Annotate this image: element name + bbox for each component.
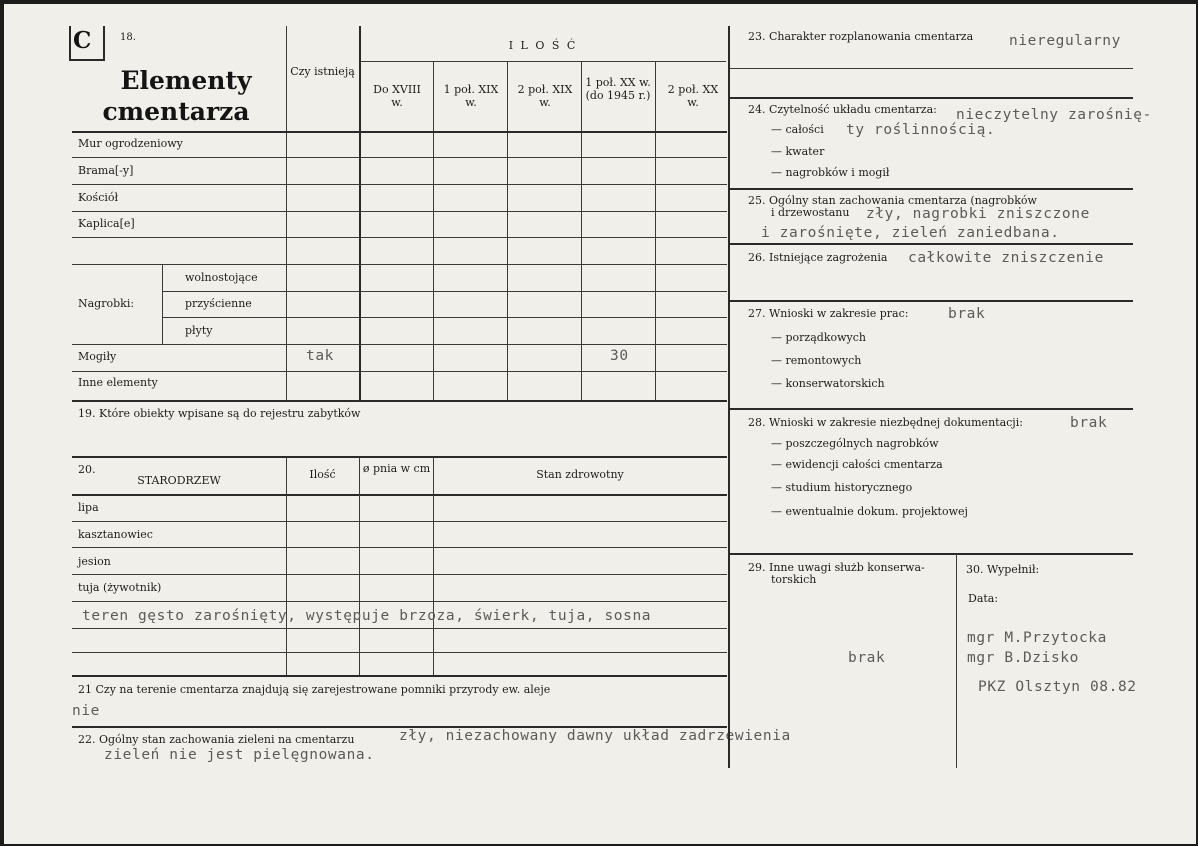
row-rule [72,211,727,212]
nagrobki-divider [162,264,163,344]
q26-label: 26. Istniejące zagrożenia [748,251,888,264]
row-rule [72,264,727,265]
tree-kasztanowiec: kasztanowiec [78,528,153,541]
row-rule [72,237,727,238]
q30-name1: mgr M.Przytocka [967,630,1107,646]
row-rule [72,184,727,185]
section-rule [730,68,1133,69]
divider [433,457,434,675]
q22-answer2: zieleń nie jest pielęgnowana. [104,747,375,763]
q25-label2: i drzewostanu [771,206,850,219]
row-rule [72,521,727,522]
q30-label: 30. Wypełnił: [966,563,1040,576]
tree-jesion: jesion [78,555,111,568]
row-rule [72,601,727,602]
col-ilosc: Ilość [309,468,336,481]
tree-tuja: tuja (żywotnik) [78,581,162,594]
row-rule [72,371,727,372]
q22-label: 22. Ogólny stan zachowania zieleni na cmentarzu [78,733,355,746]
row-kosciol: Kościół [78,191,119,204]
starodrzew-header: STARODRZEW [137,474,221,487]
mogily-count-value: 30 [610,348,629,364]
c-box-right [103,26,105,60]
q24-item-kwater: — kwater [771,145,825,158]
section-rule [730,97,1133,99]
ilosc-header: I L O Ś Ć [508,39,578,52]
q28-item-nagrobkow: — poszczególnych nagrobków [771,437,939,450]
section-rule [730,300,1133,302]
q28-item-studium: — studium historycznego [771,481,913,494]
section-rule [72,456,727,458]
q27-item-remontowych: — remontowych [771,354,862,367]
row-inne: Inne elementy [78,376,158,389]
q21-label: 21 Czy na terenie cmentarza znajdują się zarejestrowane pomniki przyrody ew. aleje [78,683,551,696]
starodrzew-note: teren gęsto zarośnięty, występuje brzoza, świerk, tuja, sosna [82,608,652,624]
row-rule [72,547,727,548]
row-nagrobki: Nagrobki: [78,297,135,310]
q20-number: 20. [78,463,96,476]
q24-item-nagrobkow: — nagrobków i mogił [771,166,890,179]
q26-answer: całkowite zniszczenie [908,250,1104,266]
section-rule [730,553,1133,555]
divider [655,62,656,400]
q29-q30-divider [956,554,957,768]
col-pnia: ø pnia w cm [362,462,431,475]
mogily-czy-value: tak [306,348,334,364]
row-rule [72,157,727,158]
q25-label1: 25. Ogólny stan zachowania cmentarza (nagrobków [748,194,1037,207]
col-1pol-xx: 1 poł. XX w. (do 1945 r.) [585,76,651,102]
q28-answer: brak [1070,415,1108,431]
q27-item-porzadkowych: — porządkowych [771,331,866,344]
q25-answer1: zły, nagrobki zniszczone [866,206,1090,222]
q25-answer2: i zarośnięte, zieleń zaniedbana. [761,225,1060,241]
q23-label: 23. Charakter rozplanowania cmentarza [748,30,974,43]
row-rule [72,344,727,345]
row-przyscienne: przyścienne [185,297,252,310]
q30-data-label: Data: [968,592,999,605]
q27-answer: brak [948,306,986,322]
row-kaplica: Kaplica[e] [78,217,135,230]
section-rule [730,188,1133,190]
col-1pol-xix: 1 poł. XIX w. [443,83,499,109]
table-header-rule [72,494,727,496]
c-box-bottom [69,59,105,61]
divider [433,62,434,400]
title-line1: Elementy [120,66,252,95]
row-rule [72,628,727,629]
ilosc-rule [360,61,726,62]
divider [507,62,508,400]
q24-answer2: ty roślinnością. [846,122,996,138]
q30-stamp: PKZ Olsztyn 08.82 [978,679,1137,695]
q19-label: 19. Które obiekty wpisane są do rejestru zabytków [78,407,361,420]
section-rule [730,408,1133,410]
divider [581,62,582,400]
q29-answer: brak [848,650,886,666]
divider [286,457,287,675]
q21-answer: nie [72,703,100,719]
q28-item-projektowej: — ewentualnie dokum. projektowej [771,505,968,518]
inventory-card [4,4,1196,844]
q29-label2: torskich [771,573,817,586]
row-brama: Brama[-y] [78,164,134,177]
q27-item-konserwatorskich: — konserwatorskich [771,377,885,390]
tree-lipa: lipa [78,501,99,514]
q28-item-ewidencji: — ewidencji całości cmentarza [771,458,943,471]
col-2pol-xix: 2 poł. XIX w. [517,83,573,109]
row-rule [162,291,727,292]
row-rule [72,574,727,575]
c-letter: C [73,27,92,54]
title-line2: cmentarza [102,97,250,126]
c-box-left [69,26,71,60]
q24-item-calosci: — całości [771,123,824,136]
col-2pol-xx: 2 poł. XX w. [667,83,719,109]
q24-label: 24. Czytelność układu cmentarza: [748,103,937,116]
section-rule [72,400,727,402]
row-rule [162,317,727,318]
q29-label1: 29. Inne uwagi służb konserwa- [748,561,925,574]
col-do-xviii: Do XVIII w. [373,83,421,109]
section-number-18: 18. [120,32,136,43]
q28-label: 28. Wnioski w zakresie niezbędnej dokumentacji: [748,416,1023,429]
center-divider [728,26,730,768]
section-rule [730,243,1133,245]
row-wolnostojace: wolnostojące [185,271,258,284]
row-mogily: Mogiły [78,350,117,363]
col-stan-zdrowotny: Stan zdrowotny [536,468,624,481]
q30-name2: mgr B.Dzisko [967,650,1079,666]
col-czy-istnieja: Czy istnieją [290,65,355,78]
row-mur: Mur ogrodzeniowy [78,137,183,150]
q22-answer1: zły, niezachowany dawny układ zadrzewienia [399,728,791,744]
row-plyty: płyty [185,324,213,337]
q27-label: 27. Wnioski w zakresie prac: [748,307,909,320]
row-rule [72,652,727,653]
section-rule [72,675,727,677]
q24-answer1: nieczytelny zarośnię- [956,107,1152,123]
q23-answer: nieregularny [1009,33,1121,49]
header-rule [72,131,727,133]
divider [359,457,360,675]
